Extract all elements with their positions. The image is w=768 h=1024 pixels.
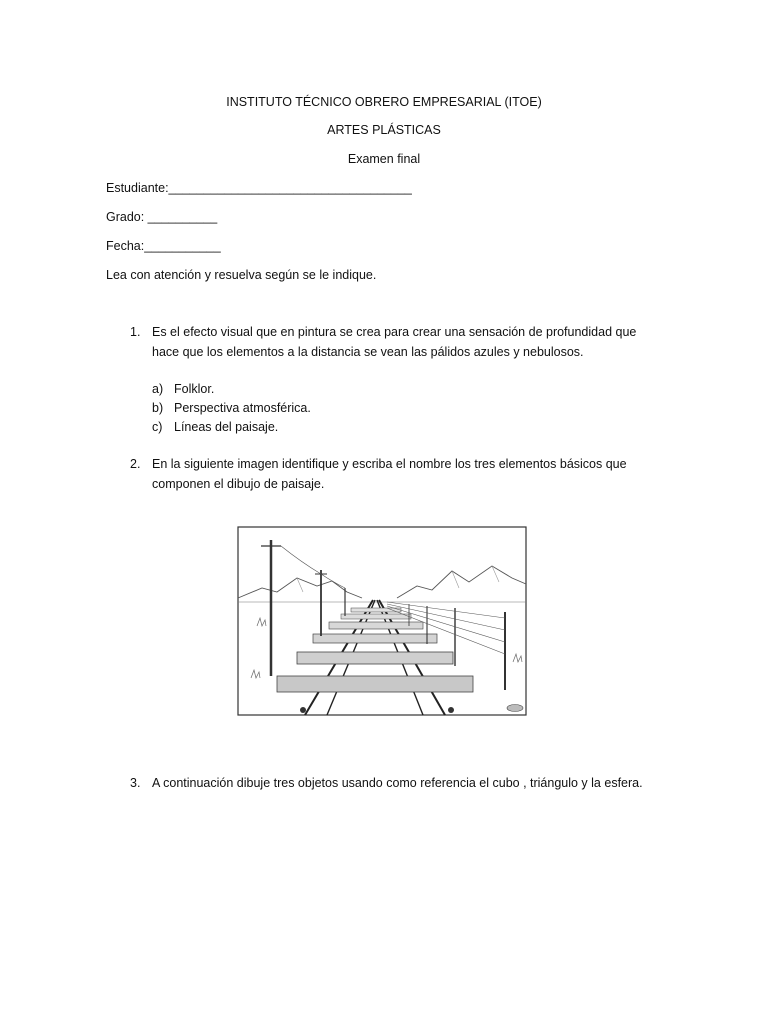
grade-field: Grado: __________ bbox=[106, 210, 218, 224]
question-1-line-1: Es el efecto visual que en pintura se crea para crear una sensación de profundidad que bbox=[152, 325, 637, 339]
instructions-text: Lea con atención y resuelva según se le indique. bbox=[106, 268, 377, 282]
option-a-text: Folklor. bbox=[174, 382, 215, 396]
question-3-number: 3. bbox=[130, 776, 141, 790]
question-3-line-1: A continuación dibuje tres objetos usando como referencia el cubo , triángulo y la esfera. bbox=[152, 776, 643, 790]
question-2-line-2: componen el dibujo de paisaje. bbox=[152, 477, 325, 491]
question-2-line-1: En la siguiente imagen identifique y escriba el nombre los tres elementos básicos que bbox=[152, 457, 627, 471]
option-b-letter: b) bbox=[152, 401, 164, 415]
question-2-number: 2. bbox=[130, 457, 141, 471]
institution-title: INSTITUTO TÉCNICO OBRERO EMPRESARIAL (ITOE) bbox=[226, 95, 542, 109]
railroad-landscape-drawing bbox=[237, 526, 527, 716]
question-1-number: 1. bbox=[130, 325, 141, 339]
option-c-letter: c) bbox=[152, 420, 163, 434]
option-b-text: Perspectiva atmosférica. bbox=[174, 401, 311, 415]
exam-title: Examen final bbox=[347, 152, 421, 166]
date-field: Fecha:___________ bbox=[106, 239, 221, 253]
question-1-line-2: hace que los elementos a la distancia se vean las pálidos azules y nebulosos. bbox=[152, 345, 584, 359]
subject-title: ARTES PLÁSTICAS bbox=[327, 123, 441, 137]
option-a-letter: a) bbox=[152, 382, 164, 396]
student-field: Estudiante:___________________________________ bbox=[106, 181, 412, 195]
option-c-text: Líneas del paisaje. bbox=[174, 420, 279, 434]
